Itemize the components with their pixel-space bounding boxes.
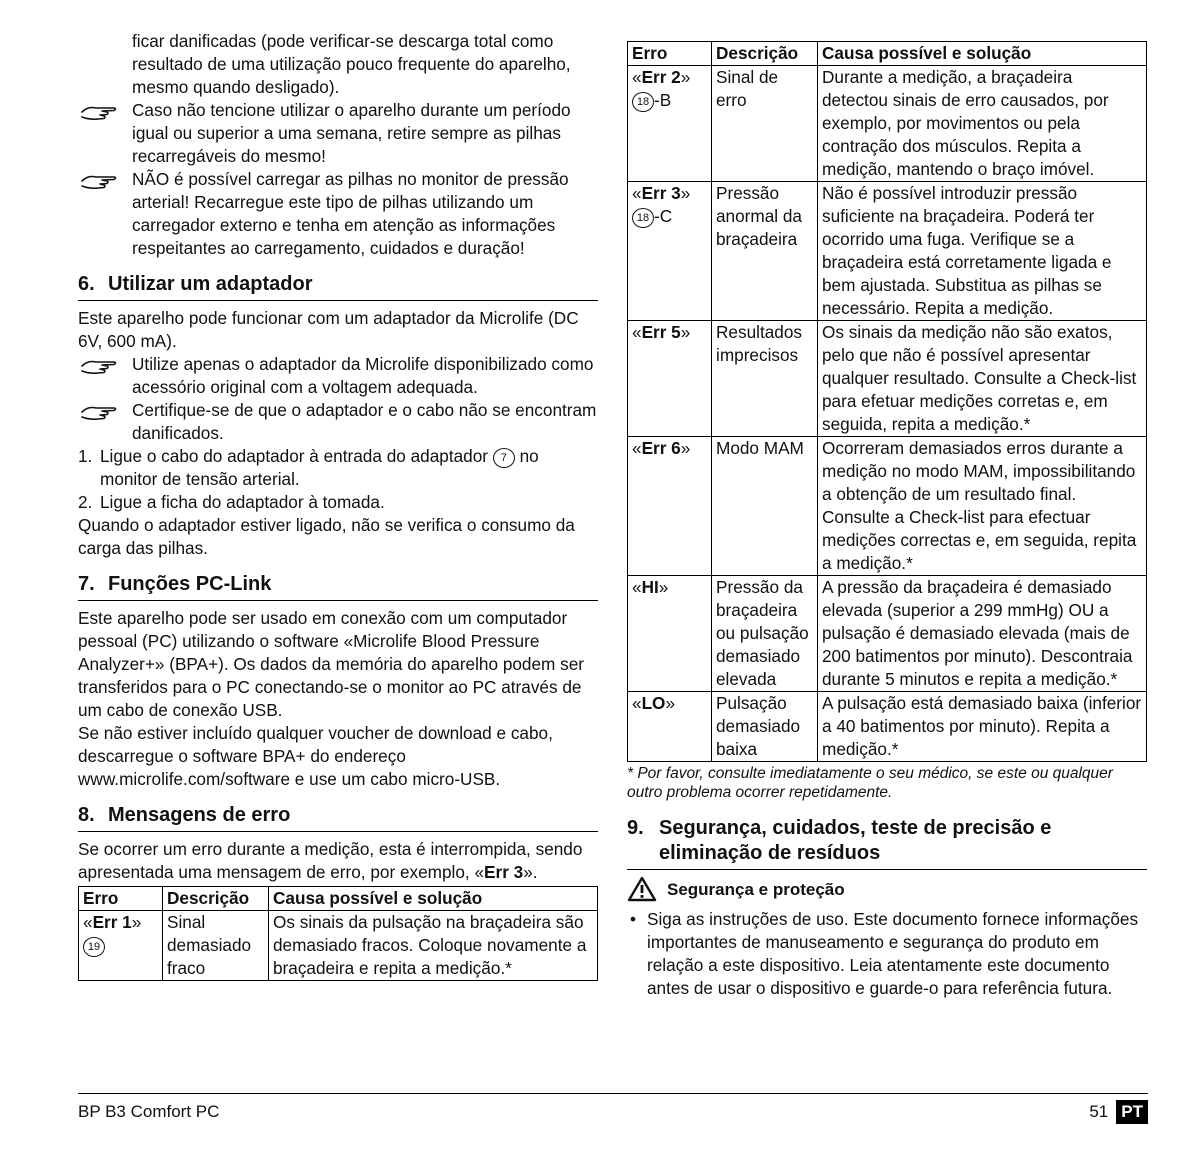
paragraph: Se ocorrer um erro durante a medição, esta é interrompida, sendo apresentada uma mensagem de erro, por exemplo, «Err 3». (78, 839, 583, 882)
section-8-heading: 8. Mensagens de erro (78, 803, 598, 832)
header-error: Erro (79, 887, 163, 911)
pointing-hand-icon (80, 354, 120, 376)
pointing-hand-icon (80, 169, 120, 191)
header-description: Descrição (163, 887, 269, 911)
left-column (78, 30, 598, 981)
paragraph: Este aparelho pode ser usado em conexão com um computador pessoal (PC) utilizando o software «Microlife Blood Pressure Analyzer+» (BPA+). Os dados da memória do aparelho podem ser transferidos para o PC conectando-se o monitor ao PC através de um cabo de conexão USB. (78, 608, 585, 720)
table-row: «Err 1» 19 Sinal demasiado fraco Os sinais da pulsação na braçadeira são demasiado fracos. Coloque novamente a braçadeira e repita a medição.* (79, 911, 598, 981)
language-badge: PT (1116, 1100, 1148, 1124)
pointing-hand-icon (80, 400, 120, 422)
table-row: «LO» Pulsação demasiado baixa A pulsação está demasiado baixa (inferior a 40 batimentos por minuto). Repita a medição.* (628, 692, 1147, 762)
table-row: «Err 2» 18 -B Sinal de erro Durante a medição, a braçadeira detectou sinais de erro causados, por exemplo, por movimentos ou pela contração dos músculos. Repita a medição, mantendo o braço imóvel. (628, 66, 1147, 182)
paragraph: Se não estiver incluído qualquer voucher de download e cabo, descarregue o software BPA+ do endereço www.microlife.com/software e use um cabo micro-USB. (78, 723, 553, 789)
section-7-heading: 7. Funções PC-Link (78, 572, 598, 601)
warning-heading: Segurança e proteção (627, 876, 1147, 902)
header-cause: Causa possível e solução (818, 42, 1147, 66)
page-number: 51 (1089, 1102, 1109, 1121)
section-9-heading: 9. Segurança, cuidados, teste de precisão e eliminação de resíduos (627, 816, 1147, 870)
table-row: «Err 3» 18 -C Pressão anormal da braçadeira Não é possível introduzir pressão suficiente na braçadeira. Poderá ter ocorrido uma fuga. Verifique se a braçadeira está corretamente ligada e bem ajustada. Substitua as pilhas se necessário. Repita a medição. (628, 182, 1147, 321)
right-column (627, 41, 1147, 1000)
reference-number: 19 (83, 937, 105, 957)
paragraph: Quando o adaptador estiver ligado, não se verifica o consumo da carga das pilhas. (78, 515, 575, 558)
table-row: «Err 5» Resultados imprecisos Os sinais da medição não são exatos, pelo que não é possível apresentar qualquer resultado. Consulte a Check-list para efetuar medições corretas e, em seguida, repita a medição.* (628, 321, 1147, 437)
header-error: Erro (628, 42, 712, 66)
warning-triangle-icon (627, 876, 657, 902)
pointing-hand-icon (80, 100, 120, 122)
paragraph: Este aparelho pode funcionar com um adaptador da Microlife (DC 6V, 600 mA). (78, 308, 579, 351)
error-table-right (627, 41, 1147, 762)
note-item: Utilize apenas o adaptador da Microlife disponibilizado como acessório original com a voltagem adequada. (78, 353, 598, 399)
reference-number: 18 (632, 92, 654, 112)
footer-model: BP B3 Comfort PC (78, 1102, 220, 1121)
note-item: Certifique-se de que o adaptador e o cabo não se encontram danificados. (78, 399, 598, 445)
table-header-row (79, 887, 598, 911)
table-row: «HI» Pressão da braçadeira ou pulsação demasiado elevada A pressão da braçadeira é demasiado elevada (superior a 299 mmHg) OU a pulsação é demasiado elevada (mais de 200 batimentos por minuto). Descontraia durante 5 minutos e repita a medição.* (628, 576, 1147, 692)
numbered-step: 1. Ligue o cabo do adaptador à entrada do adaptador 7 no monitor de tensão arterial. (78, 446, 539, 489)
table-footnote: * Por favor, consulte imediatamente o seu médico, se este ou qualquer outro problema ocorrer repetidamente. (627, 765, 1113, 801)
footer-page-info (1089, 1100, 1148, 1124)
numbered-step: 2. Ligue a ficha do adaptador à tomada. (78, 492, 385, 512)
table-row: «Err 6» Modo MAM Ocorreram demasiados erros durante a medição no modo MAM, impossibilitando a obtenção de um resultado final. Consulte a Check-list para efectuar medições correctas e, em seguida, repita a medição.* (628, 437, 1147, 576)
header-description: Descrição (712, 42, 818, 66)
table-header-row (628, 42, 1147, 66)
footer-divider (78, 1093, 1148, 1094)
reference-number: 7 (493, 448, 515, 468)
reference-number: 18 (632, 208, 654, 228)
note-item: NÃO é possível carregar as pilhas no monitor de pressão arterial! Recarregue este tipo de pilhas utilizando um carregador externo e tenha em atenção as informações respeitantes ao carregamento, cuidados e duração! (78, 168, 598, 260)
error-table-left (78, 886, 598, 981)
header-cause: Causa possível e solução (269, 887, 598, 911)
note-item: Caso não tencione utilizar o aparelho durante um período igual ou superior a uma semana, retire sempre as pilhas recarregáveis do mesmo! (78, 99, 598, 168)
continued-text: ficar danificadas (pode verificar-se descarga total como resultado de uma utilização pouco frequente do aparelho, mesmo quando desligado). (132, 31, 571, 97)
bullet-item: • Siga as instruções de uso. Este documento fornece informações importantes de manuseamento e segurança do produto em relação a este dispositivo. Leia atentamente este documento antes de usar o dispositivo e guarde-o para referência futura. (630, 909, 1139, 998)
section-6-heading: 6. Utilizar um adaptador (78, 272, 598, 301)
